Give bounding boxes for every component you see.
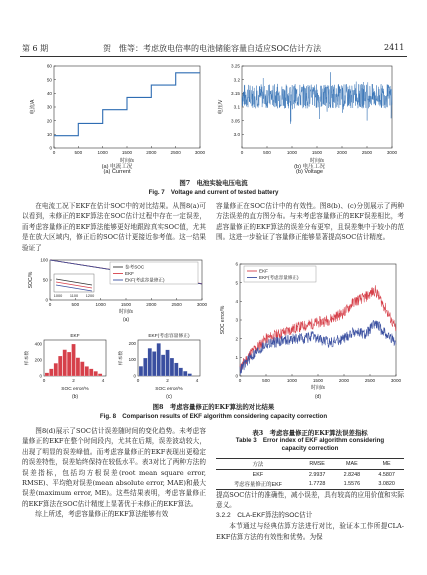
y-tick-label: 60 (46, 63, 52, 69)
y-tick-label: 3.0 (233, 131, 240, 137)
y-tick-label: 5 (235, 280, 238, 286)
table-cell: 2.8248 (343, 471, 361, 478)
panel-label: (a) (122, 317, 130, 323)
x-axis-label: 时间/s (120, 158, 134, 164)
inset-tick-label: 1100 (69, 294, 79, 298)
x-tick-label: 2000 (336, 150, 348, 155)
x-tick-label: 0 (240, 150, 244, 155)
left-col-para-1-text: 在电流工况下EKF在估计SOC中的对比结果。从图8(a)可以看到，未修正的EKF算法在SOC估计过程中存在一定误差，而考虑容量修正的EKF算法能够更好地跟踪真实SOC值，尤其是在放大区域内，修正后的SOC估计更接近参考值。这一结果验证了 (22, 202, 206, 252)
y-tick-label: 100 (128, 357, 136, 363)
table-row (216, 470, 404, 479)
table-cell: 考虑容量修正的EKF (233, 481, 282, 488)
table3-caption-cn: 表3 考虑容量修正的EKF算法误差指标 (252, 429, 368, 437)
x-tick-label: 2500 (364, 378, 376, 383)
x-tick-label: 500 (71, 302, 80, 307)
y-tick-label: 3 (235, 317, 238, 323)
histogram-bar (45, 373, 49, 376)
fig7-caption-cn: 图7 电池实验电压电流 (179, 179, 248, 187)
y-tick-label: 20 (46, 118, 52, 124)
right-col-para-3-text: 本节通过与经典估算方法进行对比，验证本工作所提CLA-EKF估算方法的有效性和优势。为保 (216, 522, 404, 541)
table3-header: 方法 (252, 462, 264, 469)
histogram-bar (54, 363, 58, 376)
table3-header: RMSE (309, 461, 325, 468)
histogram-bar (183, 371, 187, 376)
y-tick-label: 10 (46, 131, 52, 137)
current-series-line (54, 73, 200, 136)
table-cell: EKF (252, 471, 264, 478)
y-axis-label: 样本数 (25, 350, 30, 366)
histogram-bar (63, 350, 67, 376)
y-tick-label: 30 (46, 104, 52, 110)
table3-header-row (216, 459, 404, 470)
x-tick-label: 2000 (146, 302, 157, 307)
y-tick-label: 4 (235, 298, 238, 304)
y-tick-label: 3.25 (231, 63, 240, 69)
y-tick-label: 0 (235, 373, 238, 379)
table-cell: 2.9937 (308, 471, 326, 478)
inset-tick-label: 1000 (53, 294, 63, 298)
legend-label: EKF(考虑容量修正) (125, 277, 165, 283)
y-tick-label: 1 (235, 354, 238, 360)
y-tick-label: 50 (46, 77, 52, 83)
inset-tick-label: 1200 (85, 294, 95, 298)
right-col-para-2-text: 提高SOC估计的准确性，减小误差，具有较高的应用价值和实际意义。 (216, 491, 404, 510)
section-heading: 3.2.2 CLA-EKF算法的SOC估计 (216, 511, 313, 519)
x-tick-label: 500 (262, 378, 270, 383)
legend (244, 266, 316, 282)
x-axis-label: SOC error/% (61, 387, 89, 392)
y-axis-label: 电流/A (30, 99, 36, 115)
y-tick-label: 6 (235, 261, 238, 267)
legend-label: EKF (125, 271, 134, 277)
table-row (216, 479, 404, 490)
histogram-bar (179, 368, 183, 376)
y-tick-label: 0 (39, 373, 42, 379)
table-cell: 1.5576 (343, 480, 361, 487)
x-tick-label: 1500 (312, 378, 324, 383)
fig8c-chart (116, 330, 212, 402)
histogram-bar (174, 363, 178, 376)
x-tick-label: 1500 (121, 150, 133, 155)
histogram-bar (76, 358, 80, 376)
y-tick-label: 40 (46, 90, 52, 96)
x-tick-label: 0 (48, 302, 52, 307)
histogram-bar (152, 351, 156, 376)
table-cell: 1.7728 (308, 480, 326, 487)
left-col-para-2 (22, 426, 206, 520)
fig8-caption-en: Fig. 8 Comparison results of EKF algorithm considering capacity correction (99, 413, 328, 420)
right-col-para-1 (216, 201, 404, 243)
x-tick-label: 2000 (338, 378, 350, 383)
x-tick-label: 2500 (170, 150, 181, 155)
x-tick-label: 1000 (97, 150, 108, 155)
x-tick-label: 2 (72, 378, 75, 383)
histogram-title: EKF(考虑容量修正) (148, 334, 190, 339)
x-tick-label: 2000 (146, 150, 157, 155)
panel-label: (b) (71, 394, 79, 400)
x-tick-label: 3000 (386, 150, 398, 155)
x-tick-label: 4 (195, 378, 199, 383)
x-tick-label: 1500 (120, 302, 132, 307)
y-tick-label: 400 (34, 341, 42, 347)
histogram-bar (157, 343, 161, 376)
y-tick-label: 3.1 (233, 104, 240, 110)
histogram-title: EKF (70, 334, 80, 339)
x-axis-label: 时间/s (310, 158, 324, 164)
x-tick-label: 2500 (171, 302, 182, 307)
y-axis-label: 样本数 (119, 350, 124, 366)
y-tick-label: 0 (45, 297, 48, 303)
right-col-para-2 (216, 490, 404, 542)
table3-caption-en: Table 3 Error index of EKF algorithm considering capacity correction (235, 437, 385, 453)
voltage-series-line (242, 72, 392, 124)
histogram-bar (143, 358, 147, 376)
fig7b-chart (212, 60, 407, 170)
x-tick-label: 1500 (311, 150, 323, 155)
x-tick-label: 1000 (286, 150, 298, 155)
histogram-bar (166, 350, 170, 376)
x-tick-label: 1000 (286, 378, 298, 383)
y-tick-label: 2 (235, 336, 238, 342)
y-tick-label: 100 (40, 257, 48, 263)
fig8-caption-cn: 图8 考虑容量修正的EKF算法的对比结果 (152, 403, 275, 411)
histogram-bar (94, 371, 98, 376)
x-axis-label: SOC error/% (155, 387, 183, 392)
histogram-bar (85, 366, 89, 376)
left-col-para-1 (22, 201, 206, 253)
fig7b-caption-en: (b) Voltage (295, 169, 324, 175)
table-cell: 3.0820 (378, 480, 395, 487)
x-tick-label: 2 (166, 378, 169, 383)
x-tick-label: 3000 (390, 378, 402, 383)
histogram-bar (80, 362, 84, 376)
x-tick-label: 3000 (194, 150, 206, 155)
y-tick-label: 200 (34, 357, 42, 363)
x-tick-label: 0 (136, 378, 140, 383)
fig7-caption-en: Fig. 7 Voltage and current of tested battery (148, 189, 279, 196)
right-col-para-1-text: 容量修正在SOC估计中的有效性。图8(b)、(c)分别展示了两种方法误差的直方图分布。与未考虑容量修正的EKF误差相比，考虑容量修正的EKF算法的误差分布更窄，且误差集中于较小的范围。这进一步验证了容量修正能够显著提高SOC估计精度。 (216, 202, 404, 242)
fig8d-chart (216, 256, 406, 402)
x-tick-label: 0 (52, 150, 56, 155)
y-tick-label: 50 (42, 277, 48, 283)
fig7a-chart (22, 60, 212, 170)
soc-error-series-line (240, 320, 396, 374)
y-tick-label: 0 (49, 145, 52, 151)
histogram-bar (72, 344, 76, 376)
y-tick-label: 200 (128, 340, 136, 346)
histogram-bar (148, 348, 152, 376)
histogram-bar (188, 374, 192, 376)
page-number: 2411 (384, 43, 405, 52)
table-cell: 4.5807 (378, 471, 395, 478)
table3-header: MAE (346, 461, 358, 468)
histogram-bar (98, 374, 102, 376)
histogram-bar (89, 369, 93, 376)
header-rule (20, 56, 407, 57)
histogram-bar (170, 358, 174, 376)
panel-label: (d) (314, 394, 322, 400)
fig7a-caption-cn: (a) 电流工况 (101, 164, 133, 170)
x-tick-label: 0 (42, 378, 46, 383)
fig8b-chart (22, 330, 114, 402)
panel-label: (c) (166, 394, 172, 400)
x-tick-label: 4 (101, 378, 105, 383)
legend-label: EKF(考虑容量修正) (259, 275, 299, 281)
histogram-bar (49, 369, 53, 376)
table3-header: ME (382, 461, 391, 468)
x-tick-label: 2500 (361, 150, 373, 155)
fig7a-caption-en: (a) Current (103, 169, 131, 175)
running-title: 贺 惟等：考虑放电倍率的电池储能容量自适应SOC估计方法 (103, 44, 322, 53)
x-axis-label: 时间/s (311, 385, 325, 391)
y-tick-label: 3.2 (233, 77, 240, 83)
y-tick-label: 3.15 (231, 90, 240, 96)
fig7b-caption-cn: (b) 电压工况 (294, 164, 325, 170)
y-tick-label: 0 (133, 373, 136, 379)
y-tick-label: 3.05 (231, 118, 240, 124)
x-tick-label: 1000 (95, 302, 106, 307)
histogram-bar (58, 356, 62, 376)
histogram-bar (161, 355, 165, 376)
histogram-bar (67, 352, 71, 376)
journal-issue: 第 6 期 (22, 44, 49, 53)
legend-label: EKF (259, 268, 268, 274)
legend-label: 参考SOC (125, 264, 145, 270)
y-axis-label: SOC/% (28, 271, 34, 289)
table3 (216, 458, 404, 490)
histogram-bar (139, 366, 143, 376)
left-col-para-2-text: 图8(d)展示了SOC估计误差随时间的变化趋势。未考虑容量修正的EKF在整个时间段内，尤其在后期，误差波动较大，出现了明显的误差峰值。而考虑容量修正的EKF表现出更稳定的误差特性，误差始终保持在较低水平。表3对比了两种方法的误差指标，包括均方根误差(root mean square error, RMSE)、平均绝对误差(mean absolute error, MAE)和最大误差(maximum error, ME)。这些结果表明，考虑容量修正的EKF算法在SOC估计精度上显著优于未修正的EKF算法。 (22, 427, 206, 508)
y-axis-label: SOC error/% (220, 305, 226, 335)
fig8a-chart (22, 256, 212, 330)
legend (110, 262, 198, 284)
x-tick-label: 0 (238, 378, 242, 383)
x-tick-label: 500 (74, 150, 83, 155)
x-tick-label: 3000 (196, 302, 208, 307)
x-tick-label: 500 (263, 150, 271, 155)
y-axis-label: 电压/V (218, 99, 224, 115)
left-col-para-3-text: 综上所述，考虑容量修正的EKF算法能够有效 (35, 510, 169, 519)
soc-error-series-line (240, 285, 396, 371)
x-axis-label: 时间/s (119, 309, 133, 315)
